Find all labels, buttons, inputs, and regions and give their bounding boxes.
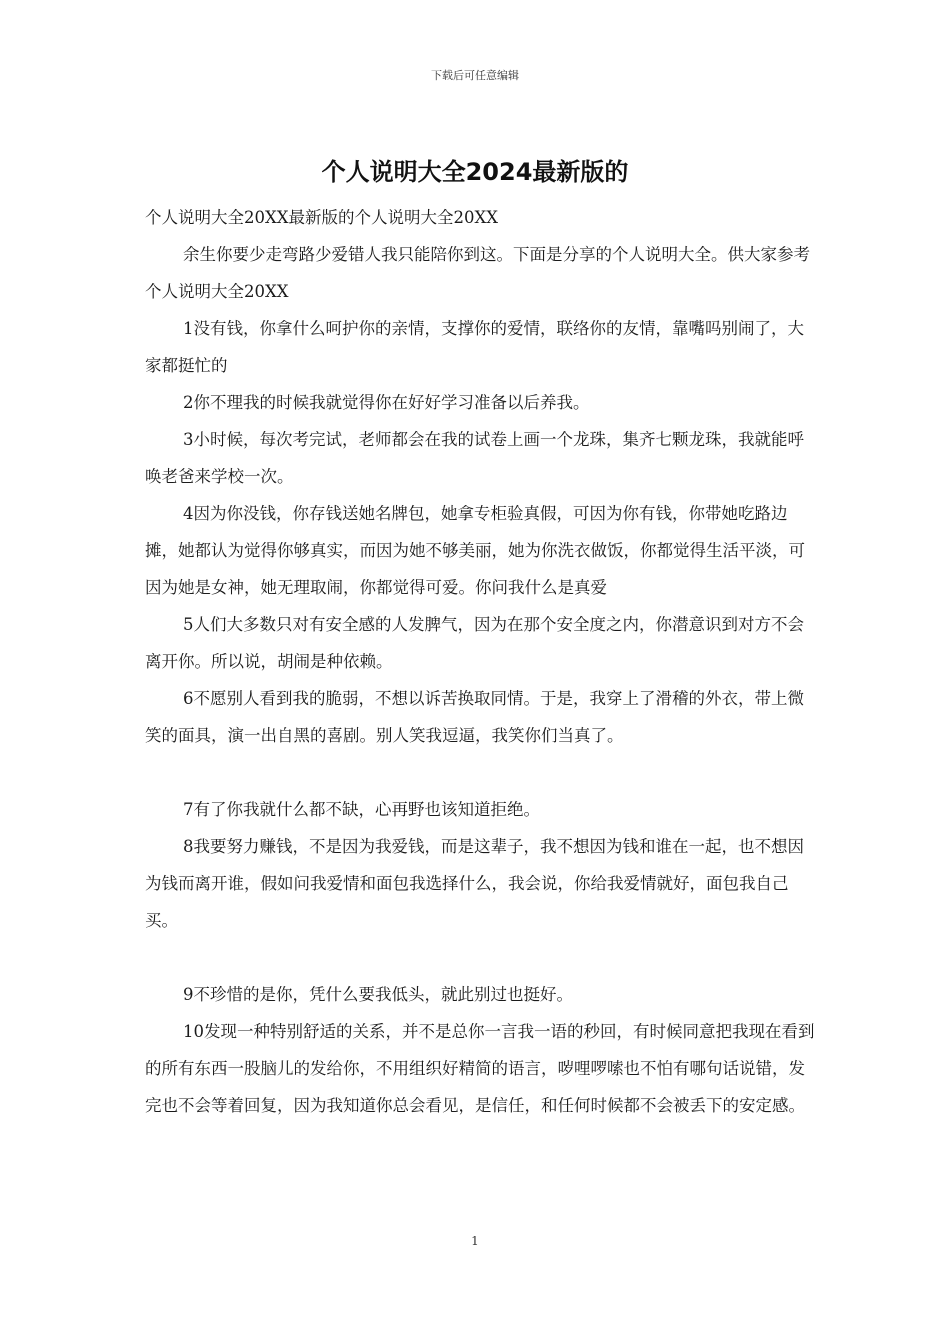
page-header-note: 下载后可任意编辑 [431, 69, 519, 82]
list-item: 7有了你我就什么都不缺，心再野也该知道拒绝。 [183, 800, 540, 819]
list-item: 6不愿别人看到我的脆弱，不想以诉苦换取同情。于是，我穿上了滑稽的外衣，带上微笑的面具，演一出自黑的喜剧。别人笑我逗逼，我笑你们当真了。 [145, 689, 804, 745]
list-item: 8我要努力赚钱，不是因为我爱钱，而是这辈子，我不想因为钱和谁在一起，也不想因为钱而离开谁，假如问我爱情和面包我选择什么，我会说，你给我爱情就好，面包我自己买。 [145, 837, 804, 930]
subtitle-line: 个人说明大全20XX最新版的个人说明大全20XX [145, 208, 498, 227]
intro-paragraph: 余生你要少走弯路少爱错人我只能陪你到这。下面是分享的个人说明大全。供大家参考个人说明大全20XX [145, 245, 810, 301]
list-item: 9不珍惜的是你，凭什么要我低头，就此别过也挺好。 [183, 985, 573, 1004]
paragraph-spacer [145, 754, 817, 791]
list-item: 1没有钱，你拿什么呵护你的亲情，支撑你的爱情，联络你的友情，靠嘴吗别闹了，大家都挺忙的 [145, 319, 804, 375]
page-number: 1 [471, 1234, 479, 1248]
document-body [145, 199, 817, 1124]
list-item: 2你不理我的时候我就觉得你在好好学习准备以后养我。 [183, 393, 590, 412]
list-item: 10发现一种特别舒适的关系，并不是总你一言我一语的秒回，有时候同意把我现在看到的所有东西一股脑儿的发给你，不用组织好精简的语言，哕哩啰嗦也不怕有哪句话说错，发完也不会等着回复，因为我知道你总会看见，是信任，和任何时候都不会被丢下的安定感。 [145, 1022, 815, 1115]
list-item: 4因为你没钱，你存钱送她名牌包，她拿专柜验真假，可因为你有钱，你带她吃路边摊，她都认为觉得你够真实，而因为她不够美丽，她为你洗衣做饭，你都觉得生活平淡，可因为她是女神，她无理取闹，你都觉得可爱。你问我什么是真爱 [145, 504, 805, 597]
paragraph-spacer [145, 939, 817, 976]
list-item: 3小时候，每次考完试，老师都会在我的试卷上画一个龙珠，集齐七颗龙珠，我就能呼唤老爸来学校一次。 [145, 430, 804, 486]
document-title: 个人说明大全2024最新版的 [321, 158, 629, 186]
list-item: 5人们大多数只对有安全感的人发脾气，因为在那个安全度之内，你潜意识到对方不会离开你。所以说，胡闹是种依赖。 [145, 615, 804, 671]
